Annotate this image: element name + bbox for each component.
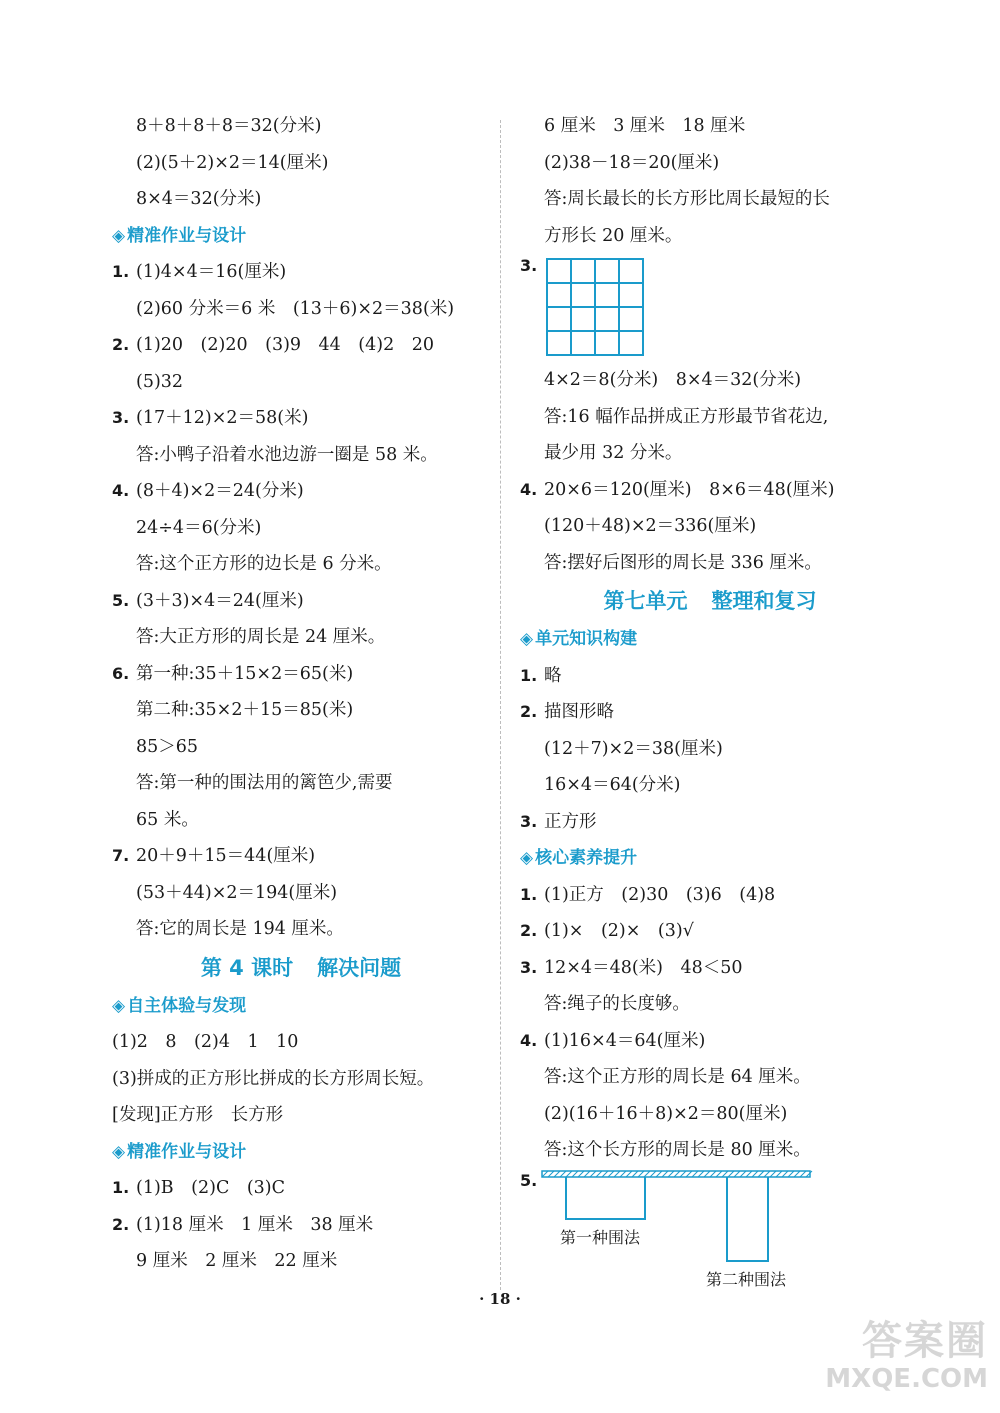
answer-item <box>112 583 490 620</box>
diamond-icon: ◈ <box>112 1141 126 1162</box>
answer-item <box>112 656 490 693</box>
answer-text: 第二种:35×2＋15＝85(米) <box>136 700 354 720</box>
answer-text: 20×6＝120(厘米) 8×6＝48(厘米) <box>544 479 835 500</box>
item-number: 4. <box>520 1030 538 1050</box>
answer-text: 答:摆好后图形的周长是 336 厘米。 <box>544 552 822 573</box>
answer-line <box>112 291 490 328</box>
section-heading <box>520 840 900 877</box>
column-divider <box>500 120 501 1290</box>
chapter-title-part: 解决问题 <box>317 955 402 980</box>
answer-item <box>520 472 900 509</box>
answer-text: 20＋9＋15＝44(厘米) <box>136 846 316 866</box>
answer-text: 6 厘米 3 厘米 18 厘米 <box>544 116 746 136</box>
answer-item <box>112 838 490 875</box>
answer-line <box>520 218 900 255</box>
item-number: 1. <box>520 665 538 685</box>
item-number: 2. <box>520 702 538 721</box>
answer-item <box>112 400 490 437</box>
item-number: 3. <box>520 811 538 831</box>
answer-text: 8＋8＋8＋8＝32(分米) <box>136 116 322 136</box>
answer-text: (1)正方 (2)30 (3)6 (4)8 <box>544 884 776 905</box>
answer-text: (120＋48)×2＝336(厘米) <box>544 516 757 536</box>
answer-line <box>112 510 490 547</box>
answer-text: (2)(5＋2)×2＝14(厘米) <box>136 152 329 173</box>
item-number: 5. <box>112 590 130 610</box>
answer-line <box>520 767 900 804</box>
answer-text: (2)(16＋16＋8)×2＝80(厘米) <box>544 1103 788 1124</box>
item-number: 1. <box>112 262 130 281</box>
answer-line <box>112 546 490 583</box>
answer-line <box>520 508 900 545</box>
item-number: 3. <box>520 256 538 275</box>
item-number: 4. <box>112 481 130 500</box>
answer-line <box>520 145 900 182</box>
answer-text: 85＞65 <box>136 736 199 757</box>
square-grid-diagram <box>546 258 646 358</box>
answer-text: 答:周长最长的长方形比周长最短的长 <box>544 189 830 209</box>
section-heading-text: 自主体验与发现 <box>127 995 247 1016</box>
answer-text: 答:小鸭子沿着水池边游一圈是 58 米。 <box>136 444 438 465</box>
answer-text: 方形长 20 厘米。 <box>544 225 683 246</box>
answer-text: (1)20 (2)20 (3)9 44 (4)2 20 <box>136 335 434 355</box>
answer-text: (3＋3)×4＝24(厘米) <box>136 590 304 611</box>
answer-text: 答:16 幅作品拼成正方形最节省花边, <box>544 406 829 427</box>
answer-text: 8×4＝32(分米) <box>136 189 262 209</box>
answer-text: (1)B (2)C (3)C <box>136 1178 286 1198</box>
answer-text: (8＋4)×2＝24(分米) <box>136 481 304 501</box>
answer-text: (1)18 厘米 1 厘米 38 厘米 <box>136 1214 374 1235</box>
answer-line <box>112 802 490 839</box>
chapter-title <box>520 581 900 621</box>
answer-line <box>520 731 900 768</box>
answer-text: (2)38－18＝20(厘米) <box>544 152 720 173</box>
answer-line <box>112 729 490 766</box>
item-number: 4. <box>520 479 538 499</box>
answer-text: (1)× (2)× (3)√ <box>544 921 694 941</box>
right-column <box>520 108 900 1319</box>
item-number: 7. <box>112 846 130 865</box>
answer-text: 答:大正方形的周长是 24 厘米。 <box>136 627 386 647</box>
item-number: 6. <box>112 663 130 683</box>
left-column <box>112 108 490 1280</box>
chapter-title-part: 第 4 课时 <box>200 955 294 980</box>
answer-text: (3)拼成的正方形比拼成的长方形周长短。 <box>112 1068 435 1089</box>
answer-text: (1)2 8 (2)4 1 10 <box>112 1032 299 1052</box>
answer-line <box>520 181 900 218</box>
section-heading-text: 精准作业与设计 <box>127 225 247 246</box>
item-number: 5. <box>520 1170 538 1190</box>
fence-label-first: 第一种围法 <box>560 1227 641 1247</box>
answer-text: (5)32 <box>136 371 184 392</box>
answer-item <box>520 694 900 731</box>
answer-line <box>112 1061 490 1098</box>
fence-label-second: 第二种围法 <box>706 1269 787 1289</box>
answer-text: (2)60 分米＝6 米 (13＋6)×2＝38(米) <box>136 298 455 319</box>
item-number: 2. <box>112 335 130 354</box>
answer-item <box>520 950 900 987</box>
answer-line <box>520 362 900 399</box>
diamond-icon: ◈ <box>112 225 126 246</box>
answer-text: 24÷4＝6(分米) <box>136 517 262 538</box>
answer-line <box>112 911 490 948</box>
answer-text: 答:第一种的围法用的篱笆少,需要 <box>136 773 393 793</box>
answer-text: 正方形 <box>544 811 597 832</box>
answer-text: 答:它的周长是 194 厘米。 <box>136 919 344 939</box>
answer-line <box>112 108 490 145</box>
answer-line <box>112 1024 490 1061</box>
item-number: 2. <box>520 921 538 940</box>
section-heading <box>112 988 490 1025</box>
diamond-icon: ◈ <box>520 629 534 649</box>
answer-text: 描图形略 <box>544 702 614 722</box>
answer-text: 最少用 32 分米。 <box>544 443 683 463</box>
section-heading <box>520 621 900 658</box>
answer-item <box>520 877 900 914</box>
section-heading-text: 核心素养提升 <box>535 848 638 868</box>
answer-text: 16×4＝64(分米) <box>544 775 681 795</box>
answer-text: (17＋12)×2＝58(米) <box>136 408 309 428</box>
answer-line <box>520 108 900 145</box>
answer-line <box>112 437 490 474</box>
page-number: · 18 · <box>479 1290 521 1308</box>
answer-line <box>112 145 490 182</box>
watermark-logo: 答案圈 MXQE.COM <box>825 1318 988 1394</box>
answer-line <box>112 1243 490 1280</box>
section-heading <box>112 1134 490 1171</box>
diamond-icon: ◈ <box>112 995 126 1016</box>
answer-text: 4×2＝8(分米) 8×4＝32(分米) <box>544 370 802 390</box>
answer-text: 第一种:35＋15×2＝65(米) <box>136 663 354 684</box>
answer-item <box>520 913 900 950</box>
answer-item <box>112 1207 490 1244</box>
answer-line <box>112 619 490 656</box>
chapter-title <box>112 948 490 988</box>
chapter-title-part: 整理和复习 <box>711 589 817 613</box>
answer-line <box>112 765 490 802</box>
answer-line <box>112 181 490 218</box>
item-number: 3. <box>112 408 130 427</box>
answer-text: 答:这个正方形的周长是 64 厘米。 <box>544 1067 811 1087</box>
answer-line <box>520 435 900 472</box>
answer-line <box>520 545 900 582</box>
answer-text: 答:这个长方形的周长是 80 厘米。 <box>544 1140 811 1160</box>
answer-text: [发现]正方形 长方形 <box>112 1105 284 1125</box>
answer-line <box>520 399 900 436</box>
answer-item <box>112 327 490 364</box>
answer-text: 65 米。 <box>136 809 199 830</box>
answer-text: (12＋7)×2＝38(厘米) <box>544 738 723 759</box>
answer-text: 9 厘米 2 厘米 22 厘米 <box>136 1251 338 1271</box>
section-heading-text: 单元知识构建 <box>535 629 638 649</box>
answer-item <box>112 473 490 510</box>
grid-figure <box>520 254 900 362</box>
answer-item <box>520 1023 900 1060</box>
answer-text: 答:这个正方形的边长是 6 分米。 <box>136 554 392 574</box>
chapter-title-part: 第七单元 <box>603 589 688 613</box>
diamond-icon: ◈ <box>520 848 534 868</box>
answer-line <box>112 875 490 912</box>
answer-line <box>112 364 490 401</box>
answer-text: (1)16×4＝64(厘米) <box>544 1030 706 1051</box>
answer-line <box>520 1059 900 1096</box>
item-number: 3. <box>520 957 538 977</box>
answer-text: 略 <box>544 665 562 686</box>
answer-line <box>112 692 490 729</box>
answer-item <box>520 658 900 695</box>
section-heading <box>112 218 490 255</box>
answer-item <box>112 254 490 291</box>
item-number: 1. <box>112 1178 130 1197</box>
answer-text: (1)4×4＝16(厘米) <box>136 262 287 282</box>
section-heading-text: 精准作业与设计 <box>127 1141 247 1162</box>
answer-item <box>520 804 900 841</box>
item-number: 1. <box>520 884 538 904</box>
answer-text: 答:绳子的长度够。 <box>544 994 690 1014</box>
answer-text: (53＋44)×2＝194(厘米) <box>136 882 338 903</box>
answer-text: 12×4＝48(米) 48＜50 <box>544 957 743 978</box>
answer-line <box>520 986 900 1023</box>
item-number: 2. <box>112 1214 130 1234</box>
answer-line <box>520 1132 900 1169</box>
answer-item <box>112 1170 490 1207</box>
answer-line <box>112 1097 490 1134</box>
answer-line <box>520 1096 900 1133</box>
